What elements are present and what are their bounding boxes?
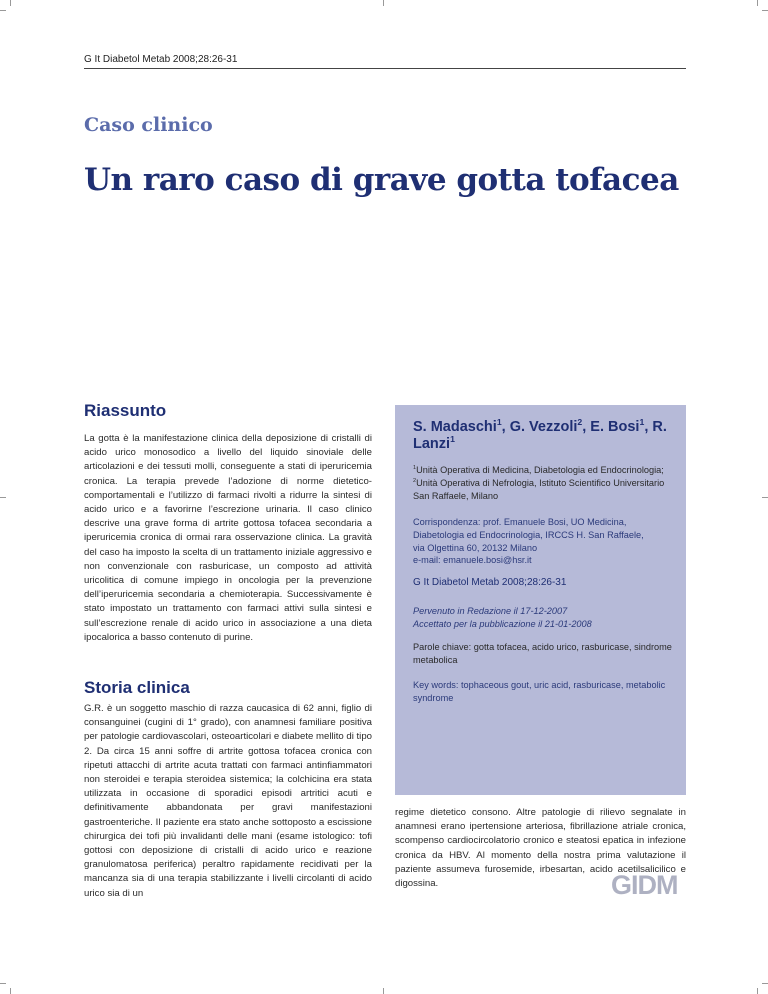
crop-mark (0, 983, 6, 984)
info-journal-ref: G It Diabetol Metab 2008;28:26-31 (413, 577, 567, 588)
section-type: Caso clinico (84, 114, 213, 136)
crop-mark (757, 0, 758, 6)
keywords-it: Parole chiave: gotta tofacea, acido urico, rasburicase, sindrome metabolica (413, 642, 672, 665)
crop-mark (10, 988, 11, 994)
header-rule (84, 68, 686, 69)
author-list: S. Madaschi$^1$, G. Vezzoli$^2$, E. Bosi$^1$, R. Lanzi$^1$ (413, 417, 667, 452)
article-title: Un raro caso di grave gotta tofacea (84, 162, 679, 198)
abstract-text: La gotta è la manifestazione clinica della deposizione di cristalli di acido urico monosodico a livello del liquido sinoviale delle articolazioni e dei tessuti molli, conseguente a stati di iperuricemia cronica. La terapia prevede l’adozione di norme dietetico-comportamentali e l’utilizzo di farmaci rivolti a ridurre la sintesi di acido urico e a favorirne l’escrezione urinaria. Il caso clinico descrive una grave forma di artrite gottosa tofacea secondaria a iperuricemia cronica di ormai rara osservazione clinica. La gravità del caso ha imposto la scelta di un trattamento iniziale aggressivo e non convenzionale con rasburicase, un composto ad attività uricolitica di comune impiego in oncologia per la prevenzione dell’iperuricemia secondaria a chemioterapia. Successivamente è stato impostato un trattamento con farmaci attivi sulla sintesi e sull’escrezione renale di acido urico in associazione a una dieta ipocalorica a basso contenuto di purine. (84, 433, 372, 643)
crop-mark (762, 983, 768, 984)
history-heading: Storia clinica (84, 678, 190, 697)
abstract-heading: Riassunto (84, 401, 167, 420)
affiliations: $^1$Unità Operativa di Medicina, Diabetologia ed Endocrinologia; $^2$Unità Operativa di Nefrologia, Istituto Scientifico Universitario San Raffaele, Milano (413, 464, 665, 501)
crop-mark (762, 10, 768, 11)
crop-mark (757, 988, 758, 994)
crop-mark (10, 0, 11, 6)
history-continuation: regime dietetico consono. Altre patologie di rilievo segnalate in anamnesi erano ipertensione arteriosa, fibrillazione atriale cronica, scompenso cardiocircolatorio cronico e steatosi epatica in infezione cronica da HBV. Al momento della nostra prima valutazione il paziente assumeva furosemide, irbesartan, acido acetilsalicilico e digossina. (395, 807, 686, 890)
gidm-logo (611, 870, 691, 898)
crop-mark (383, 0, 384, 6)
dates: Pervenuto in Redazione il 17-12-2007 Accettato per la pubblicazione il 21-01-2008 (413, 606, 592, 629)
logo-text: GIDM (611, 870, 678, 898)
crop-mark (0, 10, 6, 11)
correspondence: Corrispondenza: prof. Emanuele Bosi, UO Medicina, Diabetologia ed Endocrinologia, IRCCS H. San Raffaele, via Olgettina 60, 20132 Milano e-mail: emanuele.bosi@hsr.it (413, 517, 644, 566)
keywords-en: Key words: tophaceous gout, uric acid, rasburicase, metabolic syndrome (413, 680, 666, 703)
crop-mark (0, 497, 6, 498)
history-text: G.R. è un soggetto maschio di razza caucasica di 62 anni, figlio di consanguinei (cugini di 1° grado), con anamnesi familiare positiva per patologie cardiovascolari, osteoarticolari e diabete mellito di tipo 2. Da circa 15 anni soffre di artrite gottosa tofacea cronica con ripetuti attacchi di artrite acuta trattati con farmaci antinfiammatori non steroidei e terapia steroidea sistemica; la colchicina era stata utilizzata in occasione di sporadici episodi artritici acuti e definitivamente abbandonata per gravi manifestazioni gastroenteriche. Il paziente era stato anche sottoposto a escissione chirurgica dei tofi più invalidanti delle mani (esame istologico: tofi gottosi con deposizione di cristalli di acido urico e reazione granulomatosa periferica) peraltro rapidamente recidivati per la mancanza sia di una terapia stabilizzante i livelli circolanti di acido urico sia di un (84, 703, 372, 899)
crop-mark (762, 497, 768, 498)
running-header: G It Diabetol Metab 2008;28:26-31 (84, 54, 238, 65)
crop-mark (383, 988, 384, 994)
